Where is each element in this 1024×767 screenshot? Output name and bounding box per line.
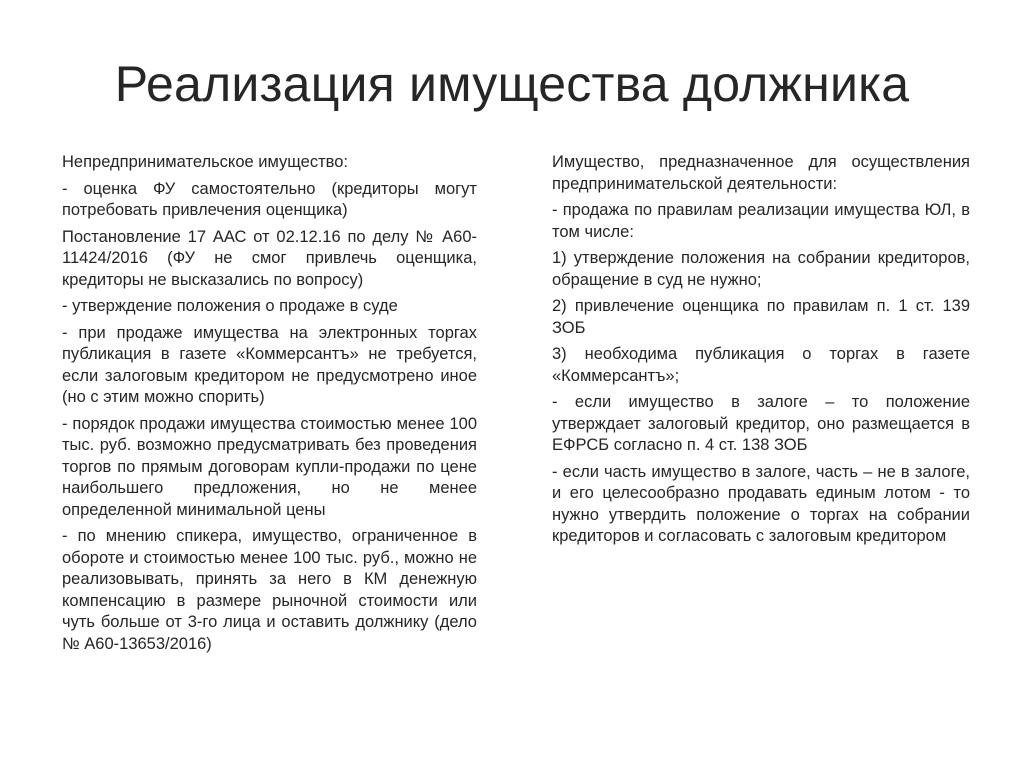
right-paragraph: 2) привлечение оценщика по правилам п. 1 ст. 139 ЗОБ bbox=[552, 297, 970, 337]
right-paragraph: - если имущество в залоге – то положение утверждает залоговый кредитор, оно размещается в ЕФРСБ согласно п. 4 ст. 138 ЗОБ bbox=[552, 393, 970, 454]
left-paragraph: - утверждение положения о продаже в суде bbox=[62, 297, 398, 315]
left-paragraph: - порядок продажи имущества стоимостью менее 100 тыс. руб. возможно предусматривать без проведения торгов по прямым договорам купли-продажи по цене наибольшего предложения, но не менее определенной минимальной цены bbox=[62, 414, 477, 519]
right-paragraph: - продажа по правилам реализации имущества ЮЛ, в том числе: bbox=[552, 201, 970, 241]
right-column bbox=[552, 152, 970, 553]
right-paragraph: 1) утверждение положения на собрании кредиторов, обращение в суд не нужно; bbox=[552, 249, 970, 289]
left-paragraph-heading: Непредпринимательское имущество: bbox=[62, 153, 348, 171]
right-paragraph: 3) необходима публикация о торгах в газете «Коммерсантъ»; bbox=[552, 345, 970, 385]
left-paragraph: - по мнению спикера, имущество, ограниченное в обороте и стоимостью менее 100 тыс. руб., можно не реализовывать, принять за него в КМ денежную компенсацию в размере рыночной стоимости или чуть больше от 3-го лица и оставить должнику (дело № А60-13653/2016) bbox=[62, 527, 477, 653]
right-paragraph-heading: Имущество, предназначенное для осуществления предпринимательской деятельности: bbox=[552, 153, 970, 193]
left-column bbox=[62, 152, 477, 660]
left-paragraph: Постановление 17 ААС от 02.12.16 по делу № А60-11424/2016 (ФУ не смог привлечь оценщика, кредиторы не высказались по вопросу) bbox=[62, 227, 477, 289]
slide-title: Реализация имущества должника bbox=[114, 56, 910, 112]
right-paragraph: - если часть имущество в залоге, часть – не в залоге, и его целесообразно продавать единым лотом - то нужно утвердить положение о торгах на собрании кредиторов и согласовать с залоговым кредитором bbox=[552, 462, 970, 545]
left-paragraph: - оценка ФУ самостоятельно (кредиторы могут потребовать привлечения оценщика) bbox=[62, 179, 477, 219]
left-paragraph: - при продаже имущества на электронных торгах публикация в газете «Коммерсантъ» не требуется, если залоговым кредитором не предусмотрено иное (но с этим можно спорить) bbox=[62, 323, 477, 406]
